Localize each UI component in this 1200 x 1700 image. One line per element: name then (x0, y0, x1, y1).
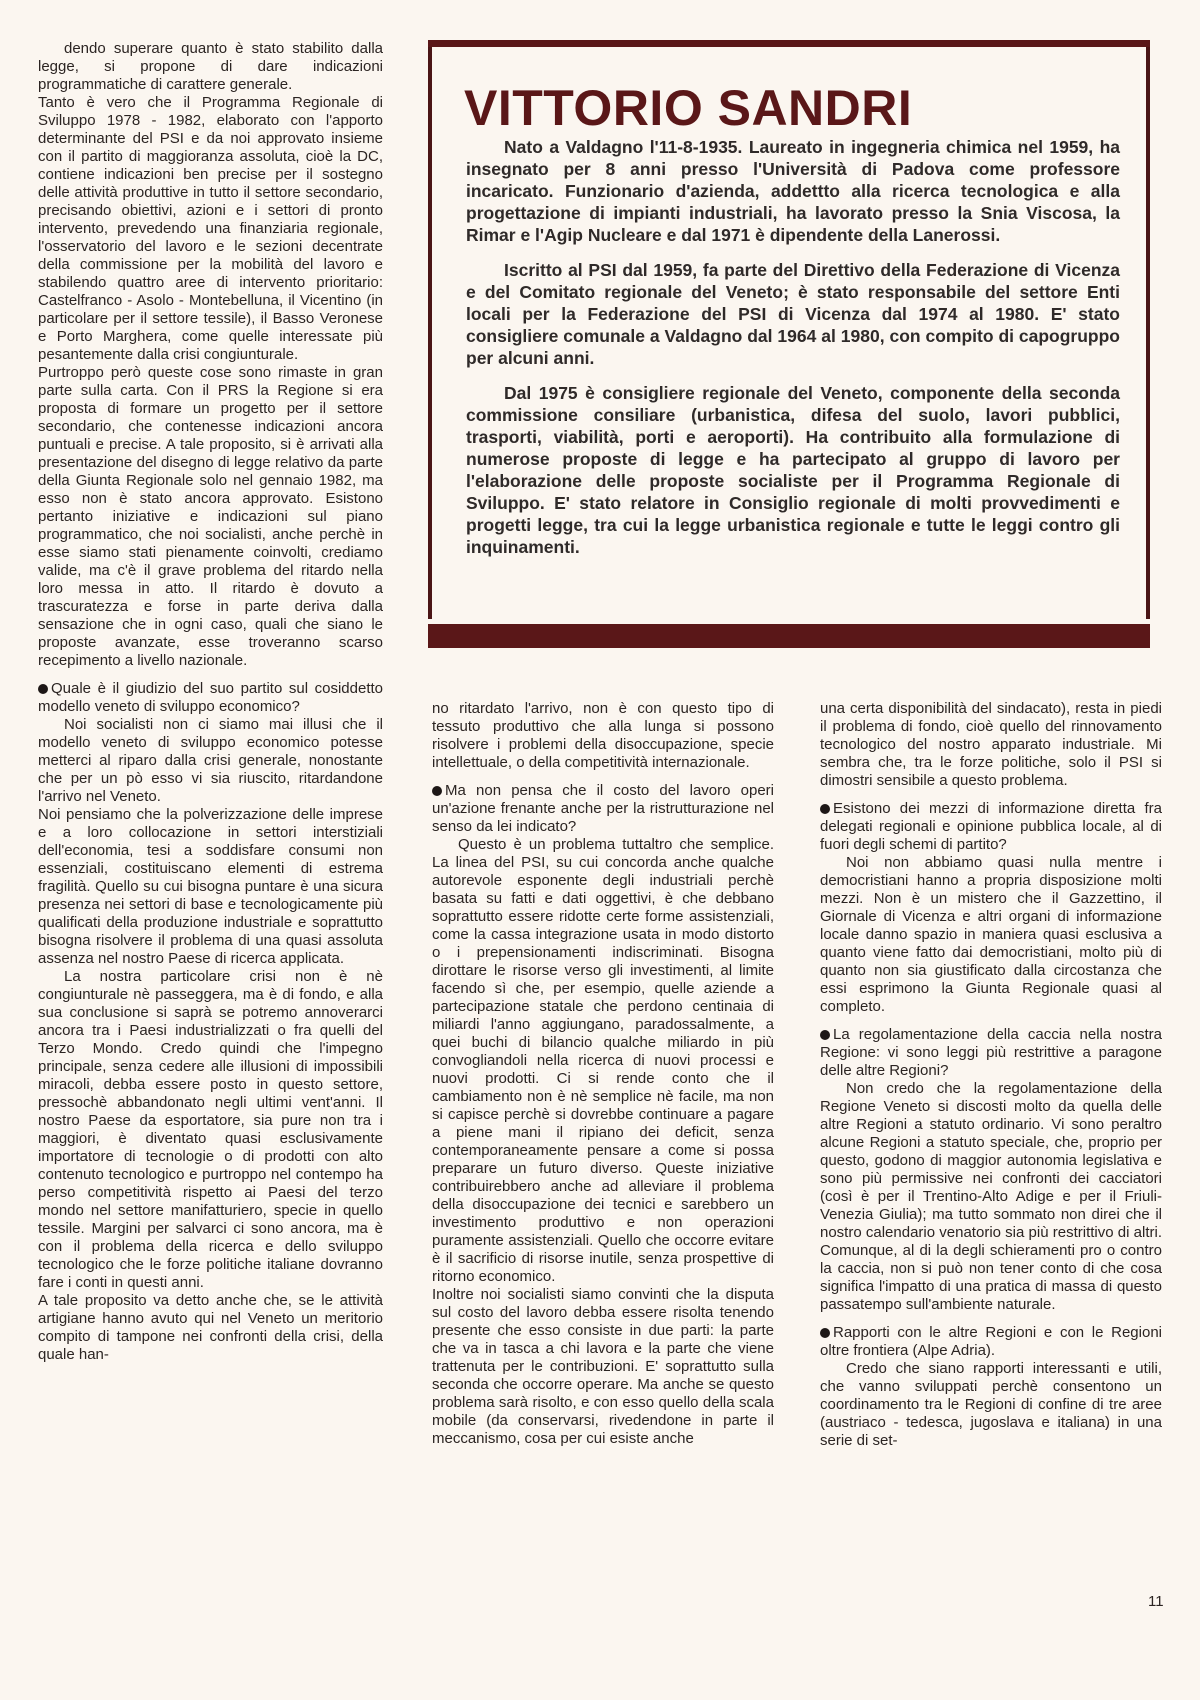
paragraph: Credo che siano rapporti interessanti e utili, che vanno sviluppati perchè consentono un coordinamento tra le Regioni di confine di tre aree (austriaco - tedesca, jugoslava e italiana) in una serie di set- (820, 1360, 1162, 1449)
paragraph: Questo è un problema tuttaltro che semplice. La linea del PSI, su cui concorda anche qualche autorevole esponente degli industriali perchè basata su fatti e dati oggettivi, è che debbano soprattutto essere ridotte certe forme assistenziali, come la cassa integrazione usata in modo distorto o i prepensionamenti indiscriminati. Bisogna dirottare le risorse verso gli investimenti, al limite facendo sì che, per esempio, quelle aziende a partecipazione statale che perdono centinaia di miliardi l'anno aggiungano, paradossalmente, a quei buchi di bilancio qualche miliardo in più convogliandoli nella ricerca di nuovi processi e nuovi prodotti. Ci si rende conto che il cambiamento non è nè semplice nè facile, ma non si capisce perchè si dovrebbe continuare a pagare a piene mani il ripiano dei deficit, senza contemporaneamente pensare a come si possa preparare un futuro diverso. Queste iniziative contribuirebbero anche ad alleviare il problema della disoccupazione dei tecnici e sarebbero un investimento produttivo e non operazioni puramente assistenziali. Quello che occorre evitare è il sacrificio di risorse inutile, senza prospettive di ritorno economico. (432, 836, 774, 1285)
bullet-icon (38, 684, 48, 694)
article-column-left (38, 40, 383, 1364)
interview-question (820, 1026, 1162, 1080)
interview-question (432, 782, 774, 836)
paragraph: Noi non abbiamo quasi nulla mentre i democristiani hanno a propria disposizione molti mezzi. Non è un mistero che il Gazzettino, il Giornale di Vicenza e altri organi di informazione locale danno spazio in maniera quasi esclusiva a quanto viene fatto dai democristiani, molto più di quanto non sia giustificato dalla circostanza che essi esprimono la Giunta Regionale quasi al completo. (820, 854, 1162, 1015)
paragraph: Tanto è vero che il Programma Regionale di Sviluppo 1978 - 1982, elaborato con l'apporto determinante del PSI e da noi approvato insieme con il partito di maggioranza assoluta, cioè la DC, contiene indicazioni ben precise per il sostegno delle attività produttive in tutto il settore secondario, precisando obiettivi, azioni e i settori di pronto intervento, prevedendo una finanziaria regionale, l'osservatorio del lavoro e le sezioni decentrate della commissione per la mobilità del lavoro e stabilendo quattro aree di intervento prioritario: Castelfranco - Asolo - Montebelluna, il Vicentino (in particolare per il settore tessile), il Basso Veronese e Porto Marghera, come quelle interessate più pesantemente dalla crisi congiunturale. (38, 94, 383, 363)
question-text: Quale è il giudizio del suo partito sul cosiddetto modello veneto di sviluppo economico? (38, 680, 383, 715)
bio-top-bar (428, 40, 1150, 47)
bio-paragraph: Nato a Valdagno l'11-8-1935. Laureato in ingegneria chimica nel 1959, ha insegnato per 8 anni presso l'Università di Padova come professore incaricato. Funzionario d'azienda, addettto alla ricerca tecnologica e alla progettazione di impianti industriali, ha lavorato presso la Snia Viscosa, la Rimar e l'Agip Nucleare e dal 1971 è dipendente della Lanerossi. (466, 137, 1120, 245)
question-text: Esistono dei mezzi di informazione diretta fra delegati regionali e opinione pubblica locale, al di fuori degli schemi di partito? (820, 800, 1162, 853)
page-number: 11 (1148, 1593, 1164, 1610)
interview-question (820, 800, 1162, 854)
question-text: La regolamentazione della caccia nella nostra Regione: vi sono leggi più restrittive a paragone delle altre Regioni? (820, 1026, 1162, 1079)
paragraph: La nostra particolare crisi non è nè congiunturale nè passeggera, ma è di fondo, e alla sua conclusione si saprà se potremo annoverarci ancora tra i Paesi industrializzati o fra quelli del Terzo Mondo. Credo quindi che l'impegno principale, senza cedere alle illusioni di impossibili miracoli, debba essere posto in questo settore, pressochè abbandonato negli ultimi vent'anni. Il nostro Paese da esportatore, sia pure non tra i maggiori, è diventato quasi esclusivamente importatore di tecnologie o di prodotti con alto contenuto tecnologico e purtroppo nel contempo ha perso competitività rispetto ai Paesi del terzo mondo nel settore manifatturiero, specie in quello tessile. Margini per salvarci ci sono ancora, ma è con il problema della ricerca e dello sviluppo tecnologico che le forze politiche italiane dovranno fare i conti in questi anni. (38, 968, 383, 1291)
bio-name: VITTORIO SANDRI (464, 80, 913, 136)
bio-paragraph: Dal 1975 è consigliere regionale del Veneto, componente della seconda commissione consiliare (urbanistica, difesa del suolo, lavori pubblici, trasporti, viabilità, porti e aeroporti). Ha contribuito alla formulazione di numerose proposte di legge e ha partecipato al gruppo di lavoro per l'elaborazione delle proposte socialiste per il Programma Regionale di Sviluppo. E' stato relatore in Consiglio regionale di molti provvedimenti e progetti legge, tra cui la legge urbanistica regionale e tutte le leggi contro gli inquinamenti. (466, 383, 1120, 557)
bio-paragraph: Iscritto al PSI dal 1959, fa parte del Direttivo della Federazione di Vicenza e del Comitato regionale del Veneto; è stato responsabile del settore Enti locali per la Federazione del PSI di Vicenza dal 1974 al 1980. E' stato consigliere comunale a Valdagno dal 1964 al 1980, con compito di capogruppo per alcuni anni. (466, 260, 1120, 368)
paragraph: Purtroppo però queste cose sono rimaste in gran parte sulla carta. Con il PRS la Regione si era proposta di formare un progetto per il settore secondario, che contenesse indicazioni ancora puntuali e precise. A tale proposito, si è arrivati alla presentazione del disegno di legge relativo da parte della Giunta Regionale solo nel gennaio 1982, ma esso non è stato ancora approvato. Esistono pertanto iniziative e indicazioni sul piano programmatico, che noi socialisti, anche perchè in esse siamo stati pienamente coinvolti, crediamo valide, ma c'è il grave problema del ritardo nella loro messa in atto. Il ritardo è dovuto a trascuratezza e forse in parte deriva dalla sensazione che in ogni caso, quali che siano le proposte avanzate, esse troveranno scarso recepimento a livello nazionale. (38, 364, 383, 669)
article-column-middle (432, 700, 774, 1448)
bio-bottom-bar (428, 624, 1150, 648)
paragraph: Non credo che la regolamentazione della Regione Veneto si discosti molto da quella delle altre Regioni a statuto ordinario. Vi sono peraltro alcune Regioni a statuto speciale, che, proprio per questo, godono di maggior autonomia legislativa e sono più permissive nei confronti dei cacciatori (così è per il Trentino-Alto Adige e per il Friuli-Venezia Giulia); ma tutto sommato non direi che il nostro calendario venatorio sia più restrittivo di altri. Comunque, al di la degli schieramenti pro o contro la caccia, non si può non tener conto di che cosa significa l'impatto di una pratica di massa di questo passatempo sull'ambiente naturale. (820, 1080, 1162, 1313)
bullet-icon (432, 786, 442, 796)
interview-question (38, 680, 383, 716)
paragraph: dendo superare quanto è stato stabilito dalla legge, si propone di dare indicazioni programmatiche di carattere generale. (38, 40, 383, 93)
bullet-icon (820, 804, 830, 814)
bullet-icon (820, 1030, 830, 1040)
paragraph: Noi socialisti non ci siamo mai illusi che il modello veneto di sviluppo economico potesse metterci al riparo dalla crisi generale, nonostante che per un pò esso vi sia riuscito, ritardandone l'arrivo nel Veneto. (38, 716, 383, 805)
bio-box (428, 40, 1150, 648)
article-column-right (820, 700, 1162, 1450)
paragraph: Noi pensiamo che la polverizzazione delle imprese e a loro collocazione in settori interstiziali dell'economia, tesi a soddisfare consumi non essenziali, costituiscano elementi di estrema fragilità. Quello su cui bisogna puntare è una sicura presenza nei settori di base e tecnologicamente più qualificati della produzione industriale e soprattutto bisogna risolvere il problema di una quasi assoluta assenza nel nostro Paese di ricerca applicata. (38, 806, 383, 967)
paragraph: A tale proposito va detto anche che, se le attività artigiane hanno avuto qui nel Veneto un meritorio compito di tampone nei confronti della crisi, della quale han- (38, 1292, 383, 1363)
paragraph: no ritardato l'arrivo, non è con questo tipo di tessuto produttivo che alla lunga si possono risolvere i problemi della disoccupazione, specie intellettuale, o della competitività internazionale. (432, 700, 774, 771)
bullet-icon (820, 1328, 830, 1338)
question-text: Rapporti con le altre Regioni e con le Regioni oltre frontiera (Alpe Adria). (820, 1324, 1162, 1359)
paragraph: Inoltre noi socialisti siamo convinti che la disputa sul costo del lavoro debba essere risolta tenendo presente che esso consiste in due parti: la parte che va in tasca a chi lavora e la parte che viene trattenuta per le contribuzioni. E' soprattutto sulla seconda che occorre operare. Ma anche se questo problema sarà risolto, e con esso quello della scala mobile (da conservarsi, rivedendone in parte il meccanismo, cosa per cui esiste anche (432, 1286, 774, 1447)
interview-question (820, 1324, 1162, 1360)
bio-text (466, 136, 1120, 571)
paragraph: una certa disponibilità del sindacato), resta in piedi il problema di fondo, cioè quello del rinnovamento tecnologico del nostro apparato industriale. Mi sembra che, tra le forze politiche, solo il PSI si dimostri sensibile a questo problema. (820, 700, 1162, 789)
question-text: Ma non pensa che il costo del lavoro operi un'azione frenante anche per la ristrutturazione nel senso da lei indicato? (432, 782, 774, 835)
